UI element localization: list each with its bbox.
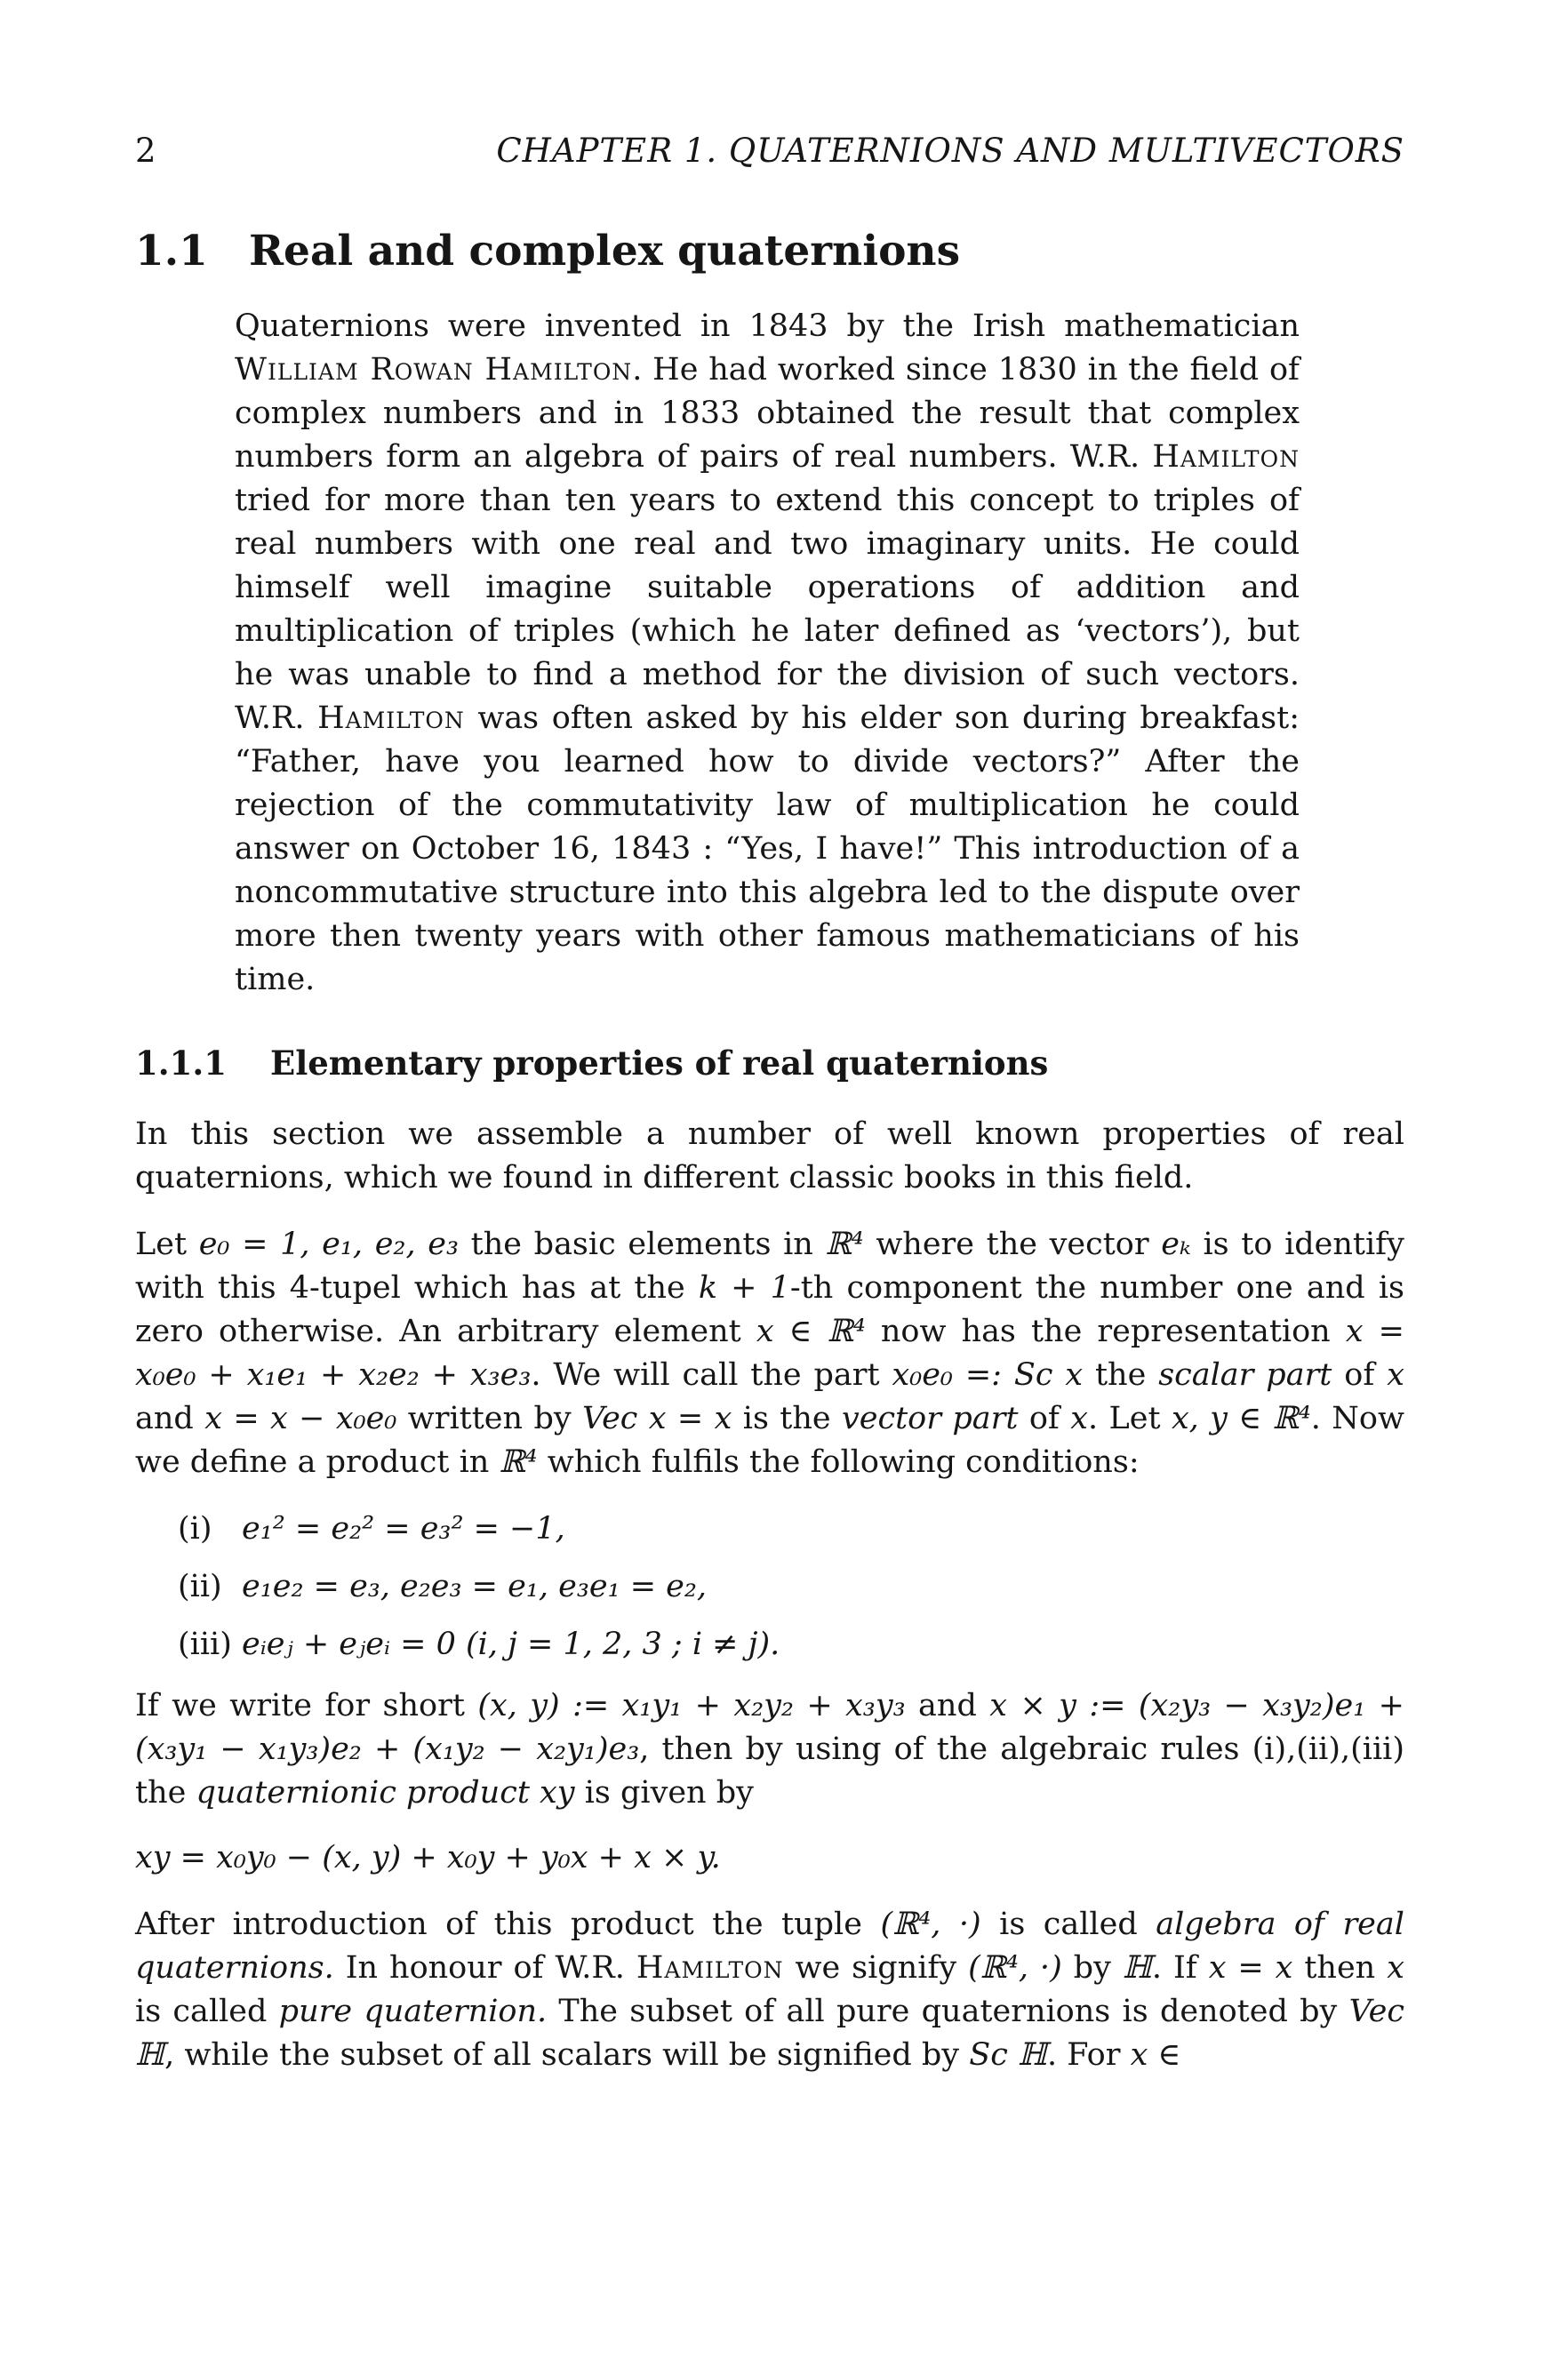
math-expr: x × y := (x₂y₃ − x₃y₂)e₁ + (x₃y₁ − x₁y₃)e₂ + (x₁y₂ − x₂y₁)e₃ bbox=[135, 1688, 1404, 1767]
chapter-title: CHAPTER 1. QUATERNIONS AND MULTIVECTORS bbox=[496, 132, 1404, 170]
term-scalar-part: scalar part bbox=[1158, 1357, 1332, 1393]
math-expr: (ℝ⁴, ·) bbox=[968, 1950, 1062, 1986]
math-expr: x bbox=[1387, 1950, 1404, 1986]
paragraph-product-notation: If we write for short (x, y) := x₁y₁ + x₂y₂ + x₃y₃ and x × y := (x₂y₃ − x₃y₂)e₁ + (x₃y₁ − x₁y₃)e₂ + (x₁y₂ − x₂y₁)e₃, then by using of the algebraic rules (i),(ii),(iii) the quaternionic product xy is given by bbox=[135, 1688, 1404, 1811]
person-name: Hamilton bbox=[1152, 439, 1300, 475]
person-name: William Rowan Hamilton bbox=[235, 352, 633, 388]
paragraph-overview: In this section we assemble a number of well known properties of real quaternions, which we found in different classic books in this field. bbox=[135, 1116, 1404, 1195]
term-pure-quaternion: pure quaternion. bbox=[278, 1994, 548, 2029]
product-formula: xy = x₀y₀ − (x, y) + x₀y + y₀x + x × y. bbox=[135, 1840, 721, 1875]
math-expr: x₀e₀ =: Sc x bbox=[892, 1357, 1084, 1393]
math-expr: x, y ∈ ℝ⁴ bbox=[1171, 1401, 1311, 1436]
condition-label: (iii) bbox=[178, 1627, 232, 1662]
math-expr: x = x − x₀e₀ bbox=[204, 1401, 397, 1436]
math-expr: xy bbox=[540, 1775, 575, 1811]
paragraph-definitions: Let e₀ = 1, e₁, e₂, e₃ the basic elements in ℝ⁴ where the vector eₖ is to identify with this 4-tupel which has at the k + 1-th component the number one and is zero otherwise. An arbitrary element x ∈ ℝ⁴ now has the representation x = x₀e₀ + x₁e₁ + x₂e₂ + x₃e₃. We will call the part x₀e₀ =: Sc x the scalar part of x and x = x − x₀e₀ written by Vec x = x is the vector part of x. Let x, y ∈ ℝ⁴. Now we define a product in ℝ⁴ which fulfils the following conditions: bbox=[135, 1227, 1404, 1480]
condition-expr: e₁² = e₂² = e₃² = −1, bbox=[242, 1511, 565, 1547]
person-name: Hamilton bbox=[317, 700, 465, 736]
section-title: Real and complex quaternions bbox=[249, 227, 961, 276]
condition-item bbox=[178, 1507, 1404, 1551]
condition-item bbox=[178, 1623, 1404, 1667]
math-expr: Sc ℍ bbox=[969, 2037, 1048, 2073]
math-expr: eₖ bbox=[1161, 1227, 1191, 1262]
math-expr: x ∈ bbox=[1130, 2037, 1181, 2073]
conditions-list bbox=[135, 1507, 1404, 1667]
condition-expr: eᵢeⱼ + eⱼeᵢ = 0 (i, j = 1, 2, 3 ; i ≠ j). bbox=[242, 1627, 780, 1662]
subsection-number: 1.1.1 bbox=[135, 1044, 227, 1083]
math-expr: e₀ = 1, e₁, e₂, e₃ bbox=[198, 1227, 459, 1262]
section-number: 1.1 bbox=[135, 227, 208, 276]
running-header bbox=[135, 132, 1404, 176]
page-number: 2 bbox=[135, 132, 156, 170]
condition-item bbox=[178, 1565, 1404, 1609]
condition-expr: e₁e₂ = e₃, e₂e₃ = e₁, e₃e₁ = e₂, bbox=[242, 1569, 708, 1604]
section-heading bbox=[135, 227, 1404, 276]
math-expr: x bbox=[1387, 1357, 1404, 1393]
term-vector-part: vector part bbox=[842, 1401, 1019, 1436]
paragraph-algebra: After introduction of this product the tuple (ℝ⁴, ·) is called algebra of real quaternions. In honour of W.R. Hamilton we signify (ℝ⁴, ·) by ℍ. If x = x then x is called pure quaternion. The subset of all pure quaternions is denoted by Vec ℍ, while the subset of all scalars will be signified by Sc ℍ. For x ∈ bbox=[135, 1907, 1404, 2073]
condition-label: (ii) bbox=[178, 1569, 222, 1604]
math-expr: ℝ⁴ bbox=[499, 1444, 538, 1480]
math-expr: (x, y) := x₁y₁ + x₂y₂ + x₃y₃ bbox=[477, 1688, 906, 1723]
person-name: Hamilton bbox=[636, 1950, 784, 1986]
math-expr: Vec x = x bbox=[582, 1401, 732, 1436]
math-expr: k + 1 bbox=[698, 1270, 790, 1306]
math-expr: ℍ bbox=[1122, 1950, 1152, 1986]
term-quaternionic-product: quaternionic product bbox=[196, 1775, 530, 1811]
main-text bbox=[135, 1113, 1404, 2100]
math-expr: x = x bbox=[1208, 1950, 1293, 1986]
math-expr: x bbox=[1070, 1401, 1089, 1436]
math-expr: Vec ℍ bbox=[135, 1994, 1404, 2073]
subsection-heading bbox=[135, 1044, 1404, 1083]
subsection-title: Elementary properties of real quaternions bbox=[270, 1044, 1049, 1083]
historical-introduction bbox=[235, 305, 1300, 1002]
math-expr: ℝ⁴ bbox=[825, 1227, 864, 1262]
math-expr: x ∈ ℝ⁴ bbox=[756, 1314, 866, 1349]
condition-label: (i) bbox=[178, 1511, 212, 1547]
math-expr: (ℝ⁴, ·) bbox=[880, 1907, 981, 1942]
math-expr: x = x₀e₀ + x₁e₁ + x₂e₂ + x₃e₃ bbox=[135, 1314, 1404, 1393]
term-algebra: algebra of real quaternions. bbox=[135, 1907, 1404, 1986]
intro-paragraph: Quaternions were invented in 1843 by the Irish mathematician William Rowan Hamilton. He had worked since 1830 in the field of complex numbers and in 1833 obtained the result that complex numbers form an algebra of pairs of real numbers. W.R. Hamilton tried for more than ten years to extend this concept to triples of real numbers with one real and two imaginary units. He could himself well imagine suitable operations of addition and multiplication of triples (which he later defined as ‘vectors’), but he was unable to find a method for the division of such vectors. W.R. Hamilton was often asked by his elder son during breakfast: “Father, have you learned how to divide vectors?” After the rejection of the commutativity law of multiplication he could answer on October 16, 1843 : “Yes, I have!” This introduction of a noncommutative structure into this algebra led to the dispute over more then twenty years with other famous mathematicians of his time. bbox=[235, 308, 1300, 997]
